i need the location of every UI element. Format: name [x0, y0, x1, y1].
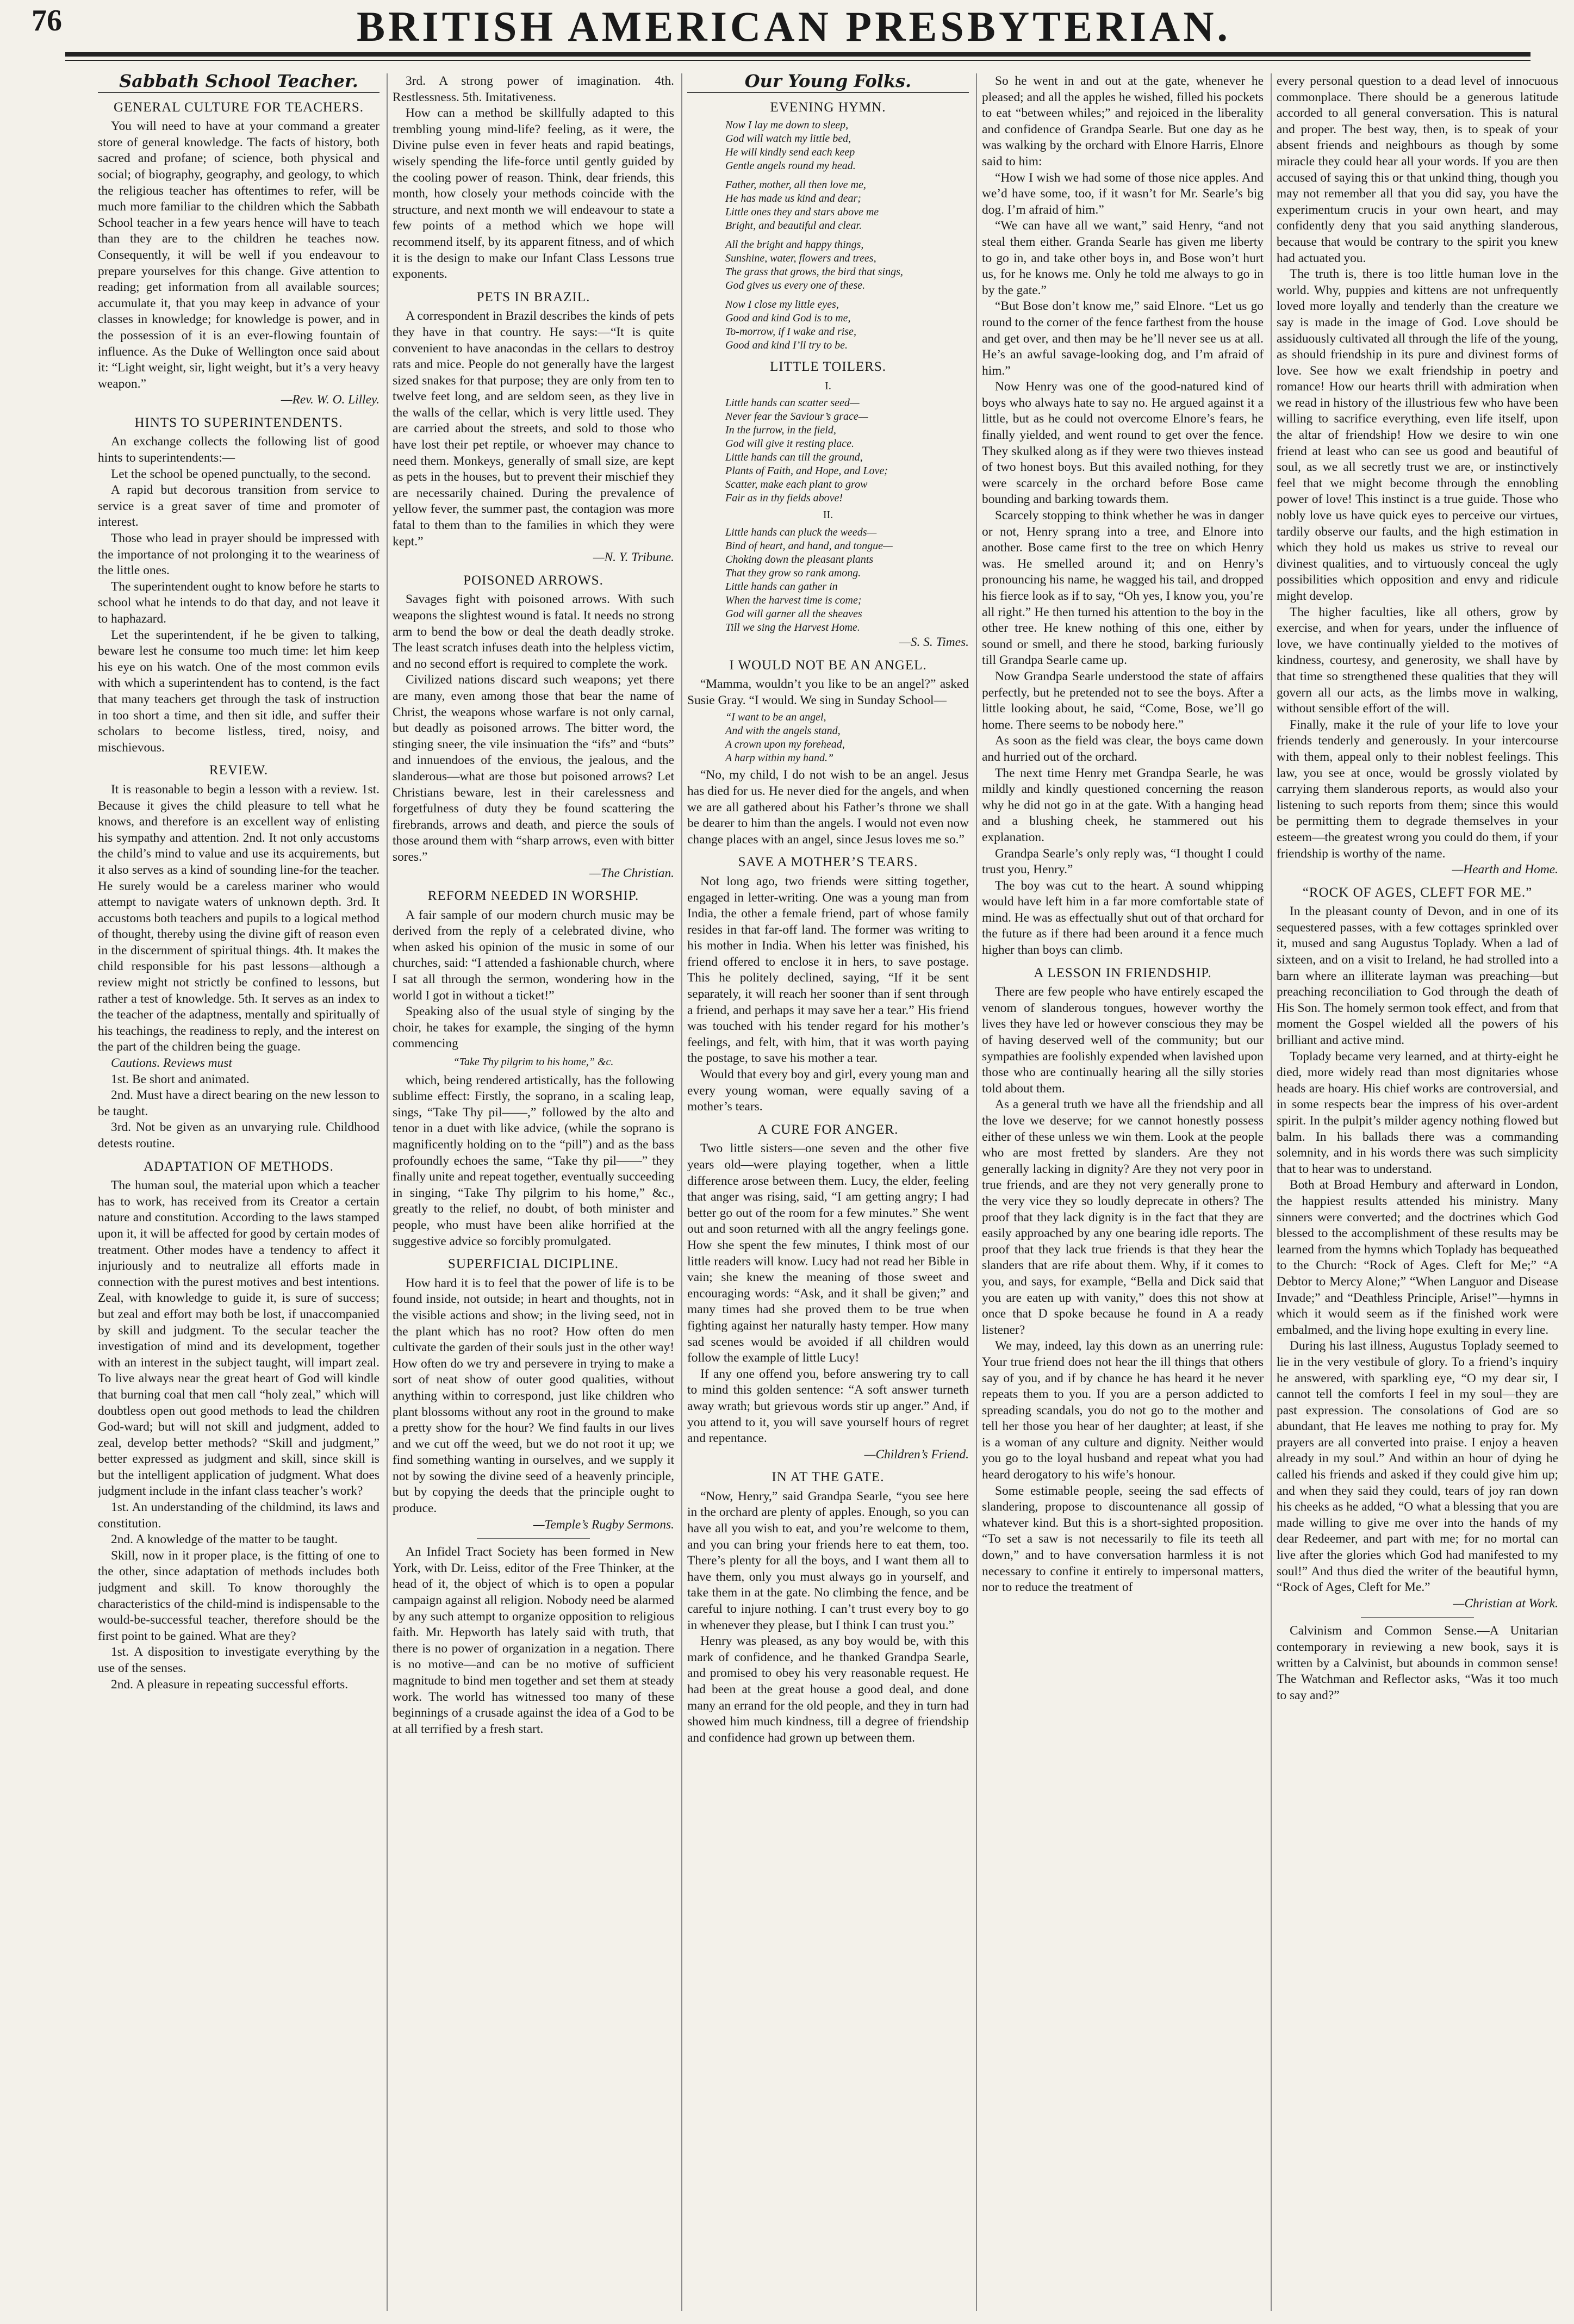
column-2 [393, 73, 674, 2311]
article-paragraph: The next time Henry met Grandpa Searle, he was mildly and kindly questioned concerning the reason why he did not go in at the gate. With a hanging head and a blushing cheek, he stammered out his explanation. [982, 766, 1264, 844]
article-citation: —N. Y. Tribune. [593, 550, 674, 565]
article-paragraph: “No, my child, I do not wish to be an angel. Jesus has died for us. He never died for the angels, and when we are all gathered about his Father’s throne we shall be dearer to him than the angels. I would not even now change places with an angel, since Jesus loves me so.” [687, 768, 969, 847]
poem-line: God will give it resting place. [725, 438, 855, 450]
column-3 [687, 73, 969, 2311]
masthead: BRITISH AMERICAN PRESBYTERIAN. [356, 3, 1231, 50]
article-paragraph: An Infidel Tract Society has been formed in New York, with Dr. Leiss, editor of the Free Thinker, at the head of it, the object of which is to open a popular campaign against all religion. Nobody need be alarmed by any such attempt to organize opposition to religious faith. Mr. Hepworth has lately said with truth, that there is no power of organization in a negation. There is no motive—and can be no motive of sufficient magnitude to bind men together and set them at steady work. The world has witnessed too many of these beginnings of a crusade against the idea of a God to be at all terrified by a fresh start. [393, 1545, 674, 1736]
column-5 [1277, 73, 1558, 2311]
article-paragraph: During his last illness, Augustus Toplady seemed to lie in the very vestibule of glory. To a friend’s inquiry he answered, with sparkling eye, “O my dear sir, I cannot tell the comforts I feel in my soul—they are past expression. The consolations of God are so abundant, that He leaves me nothing to pray for. My prayers are all converted into praise. I enjoy a heaven already in my soul.” And within an hour of dying he called his friends and asked if they could give him up; and when they said they could, tears of joy ran down his cheeks as he added, “O what a blessing that you are made willing to give me over into the hands of my dear Redeemer, and part with me; for no mortal can live after the glories which God had manifested to my soul!” And thus died the writer of the beautiful hymn, “Rock of Ages, Cleft for Me.” [1277, 1339, 1558, 1595]
column-4 [982, 73, 1264, 2311]
page-number: 76 [32, 4, 62, 38]
article-paragraph: 2nd. A knowledge of the matter to be taught. [111, 1532, 338, 1547]
article-paragraph: Some estimable people, seeing the sad effects of slandering, propose to discountenance all gossip of whatever kind. But this is a short-sighted proposition. “To set a saw is not necessarily to file its teeth all down,” and to have conversation harmless it is not necessary to confine it entirely to impersonal matters, nor to reduce the treatment of [982, 1483, 1264, 1595]
article-paragraph: 1st. A disposition to investigate everything by the use of the senses. [98, 1645, 379, 1675]
poem-line: Never fear the Saviour’s grace— [725, 411, 868, 423]
article-paragraph: 3rd. Not be given as an unvarying rule. Childhood detests routine. [98, 1120, 379, 1151]
poem-line: A crown upon my forehead, [725, 738, 845, 751]
poem-line: Gentle angels round my head. [725, 160, 856, 172]
article-paragraph: Those who lead in prayer should be impressed with the importance of not prolonging it to the weariness of the little ones. [98, 531, 379, 578]
article-paragraph: Calvinism and Common Sense.—A Unitarian contemporary in reviewing a new book, says it is written by a Calvinist, but abounds in common sense! The Watchman and Reflector asks, “Was it too much to say and?” [1277, 1624, 1558, 1702]
poem-stanza [725, 178, 969, 233]
article-paragraph: “But Bose don’t know me,” said Elnore. “Let us go round to the corner of the fence farthest from the house and get over, and then may be he’ll never see us at all. He’s an awful savage-looking dog, and I’m afraid of him.” [982, 299, 1264, 378]
article-paragraph: 1st. An understanding of the childmind, its laws and constitution. [98, 1500, 379, 1531]
poem-line: He will kindly send each keep [725, 146, 855, 159]
article-paragraph: It is reasonable to begin a lesson with a review. 1st. Because it gives the child pleasure to tell what he knows, and therefore is an excellent way of enlisting his sympathy and attention. 2nd. It not only accustoms the child’s mind to value and use its acquirements, but it also serves as a kind of sounding line-for the teacher. He surely would be a careless mariner who would attempt to navigate waters of unknown depth. 3rd. It accustoms both teachers and pupils to a logical method of thought, thereby using the divine gift of reason even in the discernment of spiritual things. 4th. It makes the child responsible for his past lessons—although a review might not strictly be confined to lessons, but rather a test of knowledge. 5th. It serves as an index to the teacher of the adaptness, mentally and spiritually of his teachings, the readiness to reply, and the interest on the part of the children being the guage. [98, 782, 379, 1054]
article-paragraph: If any one offend you, before answering try to call to mind this golden sentence: “A soft answer turneth away wrath; but grievous words stir up anger.” And, if you attend to it, you will save yourself hours of regret and repentance. [687, 1366, 969, 1446]
poem-line: Little hands can till the ground, [725, 451, 863, 464]
article-paragraph: So he went in and out at the gate, whenever he pleased; and all the apples he wished, filled his pockets to eat “between whiles;” and rejoiced in the liberality and confidence of Grandpa Searle. But one day as he was walking by the orchard with Elnore Harris, Elnore said to him: [982, 74, 1264, 169]
poem-stanza [725, 238, 969, 293]
article-citation: —Hearth and Home. [1452, 862, 1558, 877]
article-paragraph: Now Grandpa Searle understood the state of affairs perfectly, but he pretended not to see the boys. After a little looking about, he said, “Come, Bose, we’ll go home. There seems to be nobody here.” [982, 669, 1264, 732]
article-title: I WOULD NOT BE AN ANGEL. [729, 657, 927, 673]
masthead-rule-thin [65, 60, 1531, 61]
article-title: PETS IN BRAZIL. [476, 289, 590, 305]
department-heading: Our Young Folks. [687, 73, 969, 93]
article-paragraph: 2nd. Must have a direct bearing on the new lesson to be taught. [98, 1088, 379, 1118]
article-citation: —Temple’s Rugby Sermons. [533, 1517, 674, 1532]
article-paragraph: 2nd. A pleasure in repeating successful efforts. [111, 1677, 349, 1692]
column-rule [976, 73, 977, 2311]
article-citation: —The Christian. [589, 866, 674, 880]
article-paragraph: 1st. Be short and animated. [111, 1072, 250, 1086]
department-heading: Sabbath School Teacher. [98, 73, 379, 93]
divider [477, 1538, 589, 1539]
poem [687, 711, 969, 765]
article-paragraph: In the pleasant county of Devon, and in one of its sequestered passes, with a few cottages sprinkled over it, mused and sang Augustus Toplady. When a lad of sixteen, and on a visit to Ireland, he had strolled into a barn where an illiterate layman was preaching—but preaching reconciliation to God through the death of His Son. The homely sermon took effect, and from that moment the Gospel wielded all the powers of his brilliant and active mind. [1277, 904, 1558, 1048]
article-paragraph: Henry was pleased, as any boy would be, with this mark of confidence, and he thanked Grandpa Searle, and promised to obey his very reasonable request. He had been at the great house a good deal, and done many an errand for the old people, and they in turn had showed him much kindness, till a degree of friendship and confidence had grown up between them. [687, 1634, 969, 1745]
article-paragraph: Civilized nations discard such weapons; yet there are many, even among those that bear the name of Christ, the weapons whose warfare is not only carnal, but deadly as poisoned arrows. The bitter word, the stinging sneer, the vile insinuation the “ifs” and “buts” and innuendoes of the envious, the jealous, and the slanderous—what are those but poisoned arrows? Let Christians beware, lest in their carelessness and forgetfulness of duty they be found scattering the firebrands, arrows and death, and pierce the souls of those around them with “sharp arrows, even with bitter sores.” [393, 673, 674, 864]
article-paragraph: A rapid but decorous transition from service to service is a great saver of time and promoter of interest. [98, 483, 379, 530]
article-title: ADAPTATION OF METHODS. [144, 1159, 334, 1174]
poem-line: Father, mother, all then love me, [725, 179, 866, 191]
article-paragraph: Two little sisters—one seven and the other five years old—were playing together, when a little difference arose between them. Lucy, the elder, feeling that anger was rising, said, “I am getting angry; I had better go out of the room for a few minutes.” She went out and soon returned with all the angry feelings gone. How she spent the few minutes, I think most of our little readers will know. Lucy had not read her Bible in vain; she knew the meaning of those sweet and encouraging words: “Ask, and it shall be given;” and many times had she proved them to be true when fighting against her naturally hasty temper. How many sad scenes would be avoided if all children would follow the example of little Lucy! [687, 1141, 969, 1365]
poem-line: When the harvest time is come; [725, 594, 862, 606]
article-paragraph: How hard it is to feel that the power of life is to be found inside, not outside; in heart and thoughts, not in the visible actions and show; in the living seed, not in the plant which has no root? How often do men cultivate the garden of their souls just in the other way! How often do we try and persevere in trying to make a sort of neat show of outer good qualities, without anything within to correspond, just like children who plant blossoms without any root in the ground to make a pretty show for the hour? We find faults in our lives and we cut off the weed, but we do not root it up; we find something wanting in ourselves, and we supply it not by sowing the divine seed of a heavenly principle, but by copying the deeds that the principle ought to produce. [393, 1276, 674, 1516]
article-paragraph: Let the school be opened punctually, to the second. [111, 467, 371, 481]
poem-line: And with the angels stand, [725, 725, 841, 737]
article-paragraph: The superintendent ought to know before he starts to school what he intends to do that day, and not leave it to haphazard. [98, 579, 379, 626]
article-title: IN AT THE GATE. [772, 1470, 885, 1485]
poem-line: Plants of Faith, and Hope, and Love; [725, 465, 888, 477]
poem-line: Good and kind God is to me, [725, 312, 851, 325]
article-paragraph: You will need to have at your command a greater store of general knowledge. The facts of history, both sacred and profane; of science, both physical and social; of biography, geography, and geology, to which the religious teacher has oftentimes to refer, will be much more familiar to the children which the Sabbath School teacher in a few years hence will have to teach than they are to the children he teaches now. Consequently, it will be well if you endeavour to prepare yourselves for this change. Give attention to reading; get information from all available sources; accumulate it, that you may keep in advance of your classes in knowledge; for knowledge is power, and in the possession of it is an ever-flowing fountain of influence. As the Duke of Wellington once said about it: “Light weight, sir, light weight, but it’s a very heavy weapon.” [98, 119, 379, 391]
article-paragraph: An exchange collects the following list of good hints to superintendents:— [98, 434, 379, 465]
poem-line: Little ones they and stars above me [725, 206, 879, 219]
poem-line: Now I lay me down to sleep, [725, 119, 849, 132]
article-paragraph: Savages fight with poisoned arrows. With such weapons the slightest wound is fatal. It needs no strong arm to bend the bow or deal the death deadly stroke. The least scratch infuses death into the helpless victim, and no second effort is required to complete the work. [393, 592, 674, 671]
article-title: HINTS TO SUPERINTENDENTS. [134, 415, 343, 430]
stanza-number: I. [825, 380, 831, 392]
article-paragraph: “We can have all we want,” said Henry, “and not steal them either. Granda Searle has given me liberty to go in, and take other boys in, and Bose won’t hurt us, for he knows me. Only he told me always to go in by the gate.” [982, 219, 1264, 297]
article-title: REVIEW. [209, 763, 269, 778]
article-paragraph: Both at Broad Hembury and afterward in London, the happiest results attended his ministry. Many sinners were converted; and the doctrines which God blessed to the accomplishment of these results may be learned from the hymns which Toplady has bequeathed to the Church: “Rock of Ages. Cleft for Me;” “A Debtor to Mercy Alone;” “When Languor and Disease Invade;” and “Deathless Principle, Arise!”—hymns in which it would seem as if the finished work were embalmed, and the living hope exulting in every line. [1277, 1178, 1558, 1337]
poem-line: That they grow so rank among. [725, 567, 861, 579]
article-paragraph: Grandpa Searle’s only reply was, “I thought I could trust you, Henry.” [982, 846, 1264, 877]
article-paragraph: Would that every boy and girl, every young man and every young woman, were equally saving of a mother’s tears. [687, 1067, 969, 1114]
poem-line: Choking down the pleasant plants [725, 553, 874, 566]
article-paragraph: A fair sample of our modern church music may be derived from the reply of a celebrated divine, who when asked his opinion of the music in some of our churches, said: “I attended a fashionable church, where I sat all through the sermon, wondering how in the world I got in without a ticket!” [393, 908, 674, 1003]
article-paragraph: Cautions. Reviews must [111, 1056, 232, 1071]
poem-line: Little hands can gather in [725, 580, 838, 593]
poem-line: In the furrow, in the field, [725, 424, 836, 437]
article-paragraph: The higher faculties, like all others, grow by exercise, and when for years, under the influence of love, we have continually yielded to the motives of kindness, courtesy, and generosity, we shall have by that time so strengthened these qualities that they will govern all our acts, as the limbs move in walking, without sensible effort of the will. [1277, 605, 1558, 716]
poem-line: Sunshine, water, flowers and trees, [725, 252, 876, 265]
column-rule [681, 73, 682, 2311]
article-paragraph: A correspondent in Brazil describes the kinds of pets they have in that country. He says:—“It is quite convenient to have anacondas in the cellars to destroy rats and mice. People do not generally have the largest sized snakes for that purpose; they are only from ten to twelve feet long, and are seldom seen, as they live in the walls of the cellar, which is very little used. They are carried about the streets, and sold to those who have lost their pet reptile, or whoever may chance to need them. Monkeys, generally of small size, are kept as pets in the houses, but to prevent their mischief they are necessarily chained. During the prevalence of yellow fever, the summer past, the contagion was more fatal to them than to the families in which they were kept.” [393, 309, 674, 549]
poem-line: The grass that grows, the bird that sings, [725, 266, 903, 278]
poem-line: Bind of heart, and hand, and tongue— [725, 539, 893, 552]
poem-stanza [725, 298, 969, 352]
poem-line: A harp within my hand.” [725, 752, 834, 765]
poem-line: “I want to be an angel, [725, 711, 826, 724]
article-paragraph: Scarcely stopping to think whether he was in danger or not, Henry sprang into a tree, and Elnore into another. Bose came first to the tree on which Henry was. He smelled around it; and on Henry’s pronouncing his name, he wagged his tail, and dropped his fierce look as if to say, “Oh yes, I know you, you’re all right.” He then turned his attention to the boy in the other tree. He knew nothing of this one, either by sound or smell, and there he stood, barking furiously till Grandpa Searle came up. [982, 508, 1264, 668]
poem-title: LITTLE TOILERS. [769, 359, 887, 375]
article-paragraph: “Mamma, wouldn’t you like to be an angel?” asked Susie Gray. “I would. We sing in Sunday School— [687, 677, 969, 707]
article-title: POISONED ARROWS. [463, 573, 604, 588]
article-title: A LESSON IN FRIENDSHIP. [1034, 965, 1212, 980]
article-paragraph: every personal question to a dead level of innocuous commonplace. There should be a generous latitude accorded to all general conversation. This is natural and proper. The best way, then, is to speak of your absent friends and neighbours as though by some miracle they could hear all your words. If you are then accused of saying this or that unkind thing, though you may not remember all that you did say, you have the experimentum crucis in your own heart, and may confidently deny that you said anything slanderous, because that would be contrary to the spirit you knew had actuated you. [1277, 74, 1558, 265]
poem [687, 396, 969, 505]
article-paragraph: Finally, make it the rule of your life to love your friends tenderly and generously. In your intercourse with them, appeal only to their noblest feelings. This law, you see at once, would be grossly violated by carrying them slanderous reports, as would also your listening to such reports from them; since this would be permitting them to degrade themselves in your esteem—the greatest wrong you could do them, if your friendship is worthy of the name. [1277, 717, 1558, 861]
article-paragraph: 3rd. A strong power of imagination. 4th. Restlessness. 5th. Imitativeness. [393, 74, 674, 104]
article-paragraph: The human soul, the material upon which a teacher has to work, has received from its Creator a certain nature and constitution. According to the laws stamped upon it, it will be affected for good by certain modes of treatment. Other modes have a tendency to affect it injuriously and to neutralize all efforts made in connection with the purest motives and best intentions. Zeal, with knowledge to guide it, is sure of success; but zeal and effort may both be lost, if unaccompanied by skill and judgment. To the secular teacher the investigation of mind and its development, together with an interest in the subject taught, will impart zeal. To live always near the great heart of God will kindle that burning coal that men call “holy zeal,” which will doubtless open out good methods to lead the children God-ward; but will not skill and judgment, added to zeal, develop better methods? “Skill and judgment,” better expressed as judgment and skill, since skill is but the intelligent application of judgment. What does judgment include in the infant class teacher’s work? [98, 1178, 379, 1499]
article-paragraph: Let the superintendent, if he be given to talking, beware lest he consume too much time: let him keep his eye on his watch. One of the most common evils with which a superintendent has to contend, is the fact that many teachers get through the task of instruction in too short a time, and then sit idle, and suffer their scholars to become listless, tired, noisy, and mischievous. [98, 627, 379, 755]
article-paragraph: which, being rendered artistically, has the following sublime effect: Firstly, the soprano, in a scaling leap, sings, “Take Thy pil——,” followed by the alto and tenor in a duet with like advice, (while the soprano is magnificently holding on to the “pill”) and as the bass profoundly echoes the same, “Take thy pil——” they finally unite and repeat together, eventually succeeding in singing, “Take Thy pilgrim to his home,” &c., greatly to the relief, no doubt, of both minister and people, who must have been alike horrified at the suggestive advice so forcibly promulgated. [393, 1073, 674, 1248]
poem-line: Little hands can scatter seed— [725, 397, 860, 409]
poem-line: To-morrow, if I wake and rise, [725, 326, 856, 338]
quoted-hymn-line: “Take Thy pilgrim to his home,” &c. [453, 1056, 614, 1068]
poem-line: Now I close my little eyes, [725, 299, 839, 311]
article-paragraph: Speaking also of the usual style of singing by the choir, he takes for example, the singing of the hymn commencing [393, 1004, 674, 1051]
poem-line: Till we sing the Harvest Home. [725, 621, 860, 633]
column-rule [1271, 73, 1272, 2311]
article-title: REFORM NEEDED IN WORSHIP. [427, 888, 639, 904]
article-paragraph: “Now, Henry,” said Grandpa Searle, “you see here in the orchard are plenty of apples. Enough, so you can have all you wish to eat, and you’re welcome to them, and you can bring your friends here to eat them, too. There’s plenty for all the boys, and I want them all to have them, only you must always go in yourself, and take them in at the gate. No climbing the fence, and be careful to injure nothing. I can’t trust every boy to go in whenever they please, but I think I can trust you.” [687, 1489, 969, 1632]
column-rule [387, 73, 388, 2311]
article-title: SUPERFICIAL DICIPLINE. [447, 1257, 619, 1272]
article-paragraph: There are few people who have entirely escaped the venom of slanderous tongues, however worthy the lives they have led or however conscious they may be of having deserved well of the community; but our sympathies are foolishly expended when lavished upon those who are continually hearing all the silly stories told about them. [982, 985, 1264, 1096]
masthead-rule [65, 52, 1531, 57]
article-paragraph: Skill, now in it proper place, is the fitting of one to the other, since adaptation of methods includes both judgment and skill. To know thoroughly the characteristics of the child-mind is indispensable to the would-be-successful teacher, therefore should be the first point to be gained. What are they? [98, 1548, 379, 1643]
article-title: “ROCK OF AGES, CLEFT FOR ME.” [1302, 885, 1533, 900]
poem-line: All the bright and happy things, [725, 239, 864, 251]
poem-line: Good and kind I’ll try to be. [725, 339, 848, 352]
article-paragraph: The truth is, there is too little human love in the world. Why, puppies and kittens are not unfrequently loved more loyally and tenderly than the creature we say is made in the image of God. Love should be assiduously cultivated all through the life of the young, as should friendship in its pure and divinest forms of love. See how we exalt friendship in poetry and romance! How our hearts thrill with admiration when we read in history of the illustrious few who have been willing to sacrifice everything, even life itself, upon the altar of friendship! How we desire to win one friend at least who can see us good and beautiful of soul, as we all secretly trust we are, or instinctively feel that we might become through the ennobling power of love! This instinct is a true guide. Those who nobly love us have quick eyes to perceive our virtues, tardily observe our faults, and the high estimation in which they hold us makes us strive to reveal our divinest qualities, and to virtuously conceal the ugly possibilities which opposition and envy and ridicule might develop. [1277, 267, 1558, 603]
article-title: SAVE A MOTHER’S TEARS. [738, 855, 918, 870]
article-citation: —S. S. Times. [899, 635, 969, 649]
poem-line: Fair as in thy fields above! [725, 492, 843, 505]
poem [687, 119, 969, 352]
article-paragraph: Toplady became very learned, and at thirty-eight he died, more widely read than most dignitaries whose heads are hoary. His chief works are controversial, and in some respects bear the impress of his over-ardent spirit. In the pulpit’s milder agency nothing flowed but balm. In his ballads there was a commanding solemnity, and in his words there was such simplicity that to hear was to understand. [1277, 1049, 1558, 1176]
article-paragraph: Not long ago, two friends were sitting together, engaged in letter-writing. One was a young man from India, the other a female friend, part of whose family resides in that far-off land. The former was writing to his mother in India. When his letter was finished, his friend offered to enclose it in hers, to save postage. This he politely declined, saying, “If it be sent separately, it will reach her sooner than if sent through a friend, and perhaps it may save her a tear.” His friend was touched with his tender regard for his mother’s feelings, and felt, with him, that it was worth paying the postage, to save his mother a tear. [687, 874, 969, 1066]
article-citation: —Rev. W. O. Lilley. [281, 393, 379, 407]
stanza-number: II. [823, 509, 833, 521]
article-paragraph: We may, indeed, lay this down as an unerring rule: Your true friend does not hear the ill things that others say of you, and if by chance he has heard it he never repeats them to you. If you are a person addicted to spreading scandals, you do not go to the mother and tell her those you hear of her daughter; at least, if she is a woman of any culture and dignity. Neither would you go to the loyal husband and repeat what you had heard derogatory to his wife’s honour. [982, 1339, 1264, 1482]
article-citation: —Children’s Friend. [864, 1447, 969, 1462]
article-paragraph: As a general truth we have all the friendship and all the love we deserve; for we cannot honestly possess either of these unless we win them. Look at the people who are most fretted by slanders. Are they not generally lacking in dignity? Are they not very poor in true friends, and are they not very generally prone to the very vice they so loudly deprecate in others? The proof that they lack dignity is in the fact that they are easily approached by any one bearing idle reports. The proof that they lack true friends is that they hear the slanders that are rife about them. Why, if it comes to you, and says, for example, “Bella and Dick said that you are eaten up with vanity,” does this not show at once that D spoke because he found in A a ready listener? [982, 1097, 1264, 1337]
column-1 [98, 73, 379, 2311]
article-title: A CURE FOR ANGER. [757, 1122, 899, 1137]
divider [1361, 1617, 1473, 1618]
article-paragraph: As soon as the field was clear, the boys came down and hurried out of the orchard. [982, 734, 1264, 764]
article-paragraph: “How I wish we had some of those nice apples. And we’d have some, too, if it wasn’t for Mr. Searle’s big dog. I’m afraid of him.” [982, 170, 1264, 217]
poem-line: Bright, and beautiful and clear. [725, 220, 862, 232]
poem-title: EVENING HYMN. [770, 100, 886, 115]
poem-line: God will garner all the sheaves [725, 607, 862, 620]
poem-line: He has made us kind and dear; [725, 192, 861, 205]
article-citation: —Christian at Work. [1453, 1596, 1558, 1611]
article-paragraph: How can a method be skillfully adapted to this trembling young mind-life? feeling, as it were, the Divine pulse even in fever heats and rapid beatings, wisely spending the life-force until gently guided by the cooling power of reason. Think, dear friends, this month, how closely your methods coincide with the structure, and next month we will endeavour to state a few points of a method which we hope will recommend itself, by its apparent fitness, and of which it is the design to make our Infant Class Lessons true exponents. [393, 106, 674, 282]
article-title: GENERAL CULTURE FOR TEACHERS. [113, 100, 364, 115]
poem-line: Scatter, make each plant to grow [725, 479, 868, 491]
poem-line: God will watch my little bed, [725, 133, 851, 145]
article-paragraph: The boy was cut to the heart. A sound whipping would have left him in a far more comfortable state of mind. He was as effectually shut out of that orchard for the future as if there had been around it a fence much higher than boys can climb. [982, 878, 1264, 958]
poem-line: God gives us every one of these. [725, 279, 866, 292]
poem [687, 526, 969, 635]
poem-line: Little hands can pluck the weeds— [725, 526, 877, 538]
article-paragraph: Now Henry was one of the good-natured kind of boys who always hate to say no. He argued against it a little, but as he could not overcome Elnore’s fears, he finally yielded, and went round to get over the fence. They skulked along as if they were two thieves instead of two honest boys. But this availed nothing, for they were scarcely in the orchard before Bose came bounding and barking towards them. [982, 380, 1264, 507]
poem-stanza [725, 119, 969, 173]
